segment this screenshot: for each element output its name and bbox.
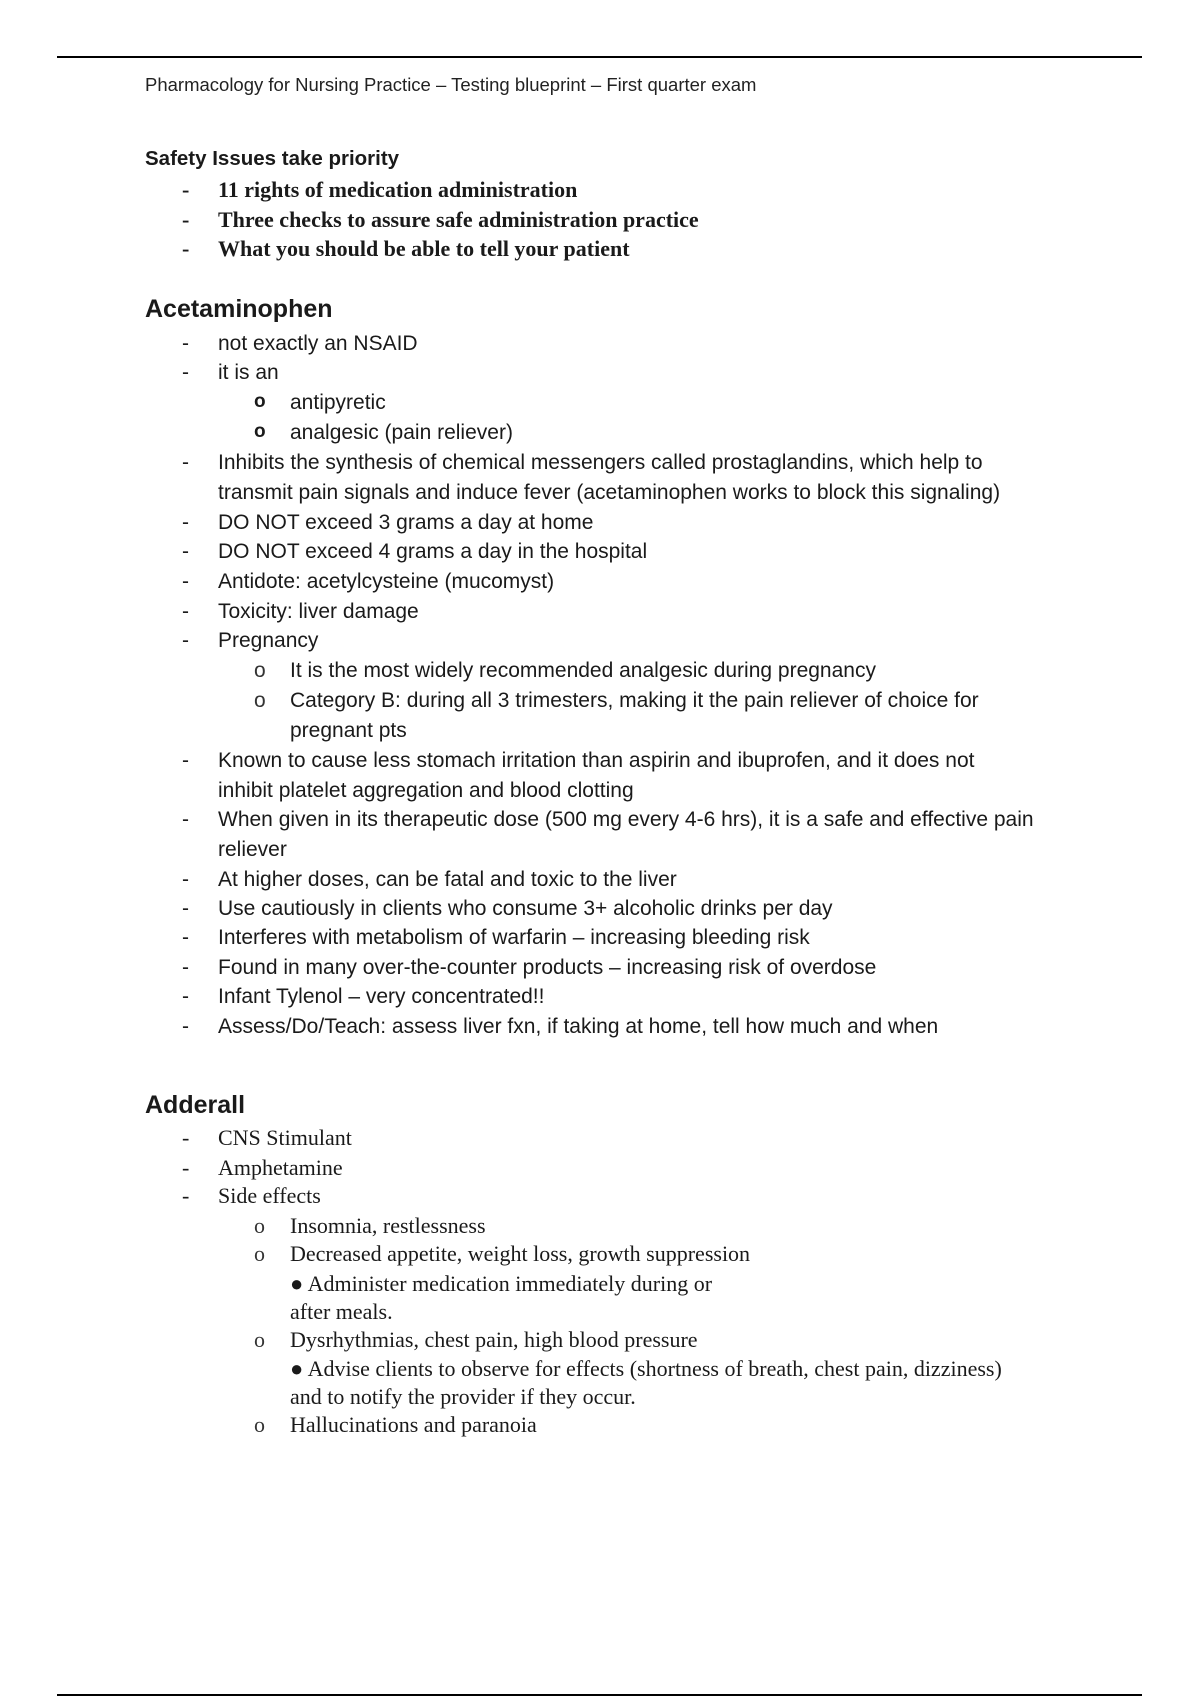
- circle-bullet-icon: o: [254, 1327, 265, 1352]
- list-item-text: Side effects: [218, 1183, 321, 1208]
- list-item-text: Pregnancy: [218, 629, 319, 652]
- list-item-text: Dysrhythmias, chest pain, high blood pressure: [290, 1327, 698, 1352]
- list-item-text: Use cautiously in clients who consume 3+ alcoholic drinks per day: [218, 897, 833, 920]
- dash-bullet: -: [182, 926, 189, 949]
- bottom-rule: [57, 1694, 1142, 1696]
- list-item-text: it is an: [218, 361, 279, 384]
- dash-bullet: -: [182, 1125, 190, 1150]
- list-item-text: Category B: during all 3 trimesters, making it the pain reliever of choice for: [290, 689, 979, 712]
- list-item-text: after meals.: [290, 1299, 393, 1324]
- dash-bullet: -: [182, 511, 189, 534]
- list-item-text: Hallucinations and paranoia: [290, 1412, 537, 1437]
- adderall-heading: Adderall: [145, 1091, 246, 1119]
- list-item-text: At higher doses, can be fatal and toxic to the liver: [218, 868, 677, 891]
- dash-bullet: -: [182, 629, 189, 652]
- dash-bullet: -: [182, 207, 190, 232]
- list-item-text: not exactly an NSAID: [218, 332, 418, 355]
- dash-bullet: -: [182, 451, 189, 474]
- circle-bullet-icon: o: [254, 1241, 265, 1266]
- list-item-text: Insomnia, restlessness: [290, 1213, 486, 1238]
- dash-bullet: -: [182, 600, 189, 623]
- list-item-text: When given in its therapeutic dose (500 mg every 4-6 hrs), it is a safe and effective pain: [218, 808, 1034, 831]
- list-item-text: transmit pain signals and induce fever (acetaminophen works to block this signaling): [218, 481, 1001, 504]
- dash-bullet: -: [182, 570, 189, 593]
- list-item-text: DO NOT exceed 4 grams a day in the hospital: [218, 540, 648, 563]
- list-item-text: DO NOT exceed 3 grams a day at home: [218, 511, 594, 534]
- list-item-text: analgesic (pain reliever): [290, 421, 513, 444]
- dash-bullet: -: [182, 808, 189, 831]
- circle-bullet-icon: o: [254, 391, 266, 412]
- list-item-text: What you should be able to tell your patient: [218, 236, 630, 261]
- dash-bullet: -: [182, 868, 189, 891]
- list-item-text: and to notify the provider if they occur.: [290, 1384, 636, 1409]
- list-item-text: inhibit platelet aggregation and blood clotting: [218, 779, 634, 802]
- list-item-text: Found in many over-the-counter products – increasing risk of overdose: [218, 956, 877, 979]
- top-rule: [57, 56, 1142, 58]
- list-item-text: 11 rights of medication administration: [218, 177, 578, 202]
- list-item-text: CNS Stimulant: [218, 1125, 352, 1150]
- circle-bullet-icon: o: [254, 1213, 265, 1238]
- dash-bullet: -: [182, 985, 189, 1008]
- acetaminophen-heading: Acetaminophen: [145, 295, 333, 323]
- dash-bullet: -: [182, 177, 190, 202]
- dash-bullet: -: [182, 540, 189, 563]
- list-item-text: Infant Tylenol – very concentrated!!: [218, 985, 545, 1008]
- list-item-text: Inhibits the synthesis of chemical messengers called prostaglandins, which help to: [218, 451, 983, 474]
- list-item-text: Decreased appetite, weight loss, growth suppression: [290, 1241, 751, 1266]
- list-item-text: antipyretic: [290, 391, 386, 414]
- list-item-text: pregnant pts: [290, 719, 407, 742]
- dash-bullet: -: [182, 361, 189, 384]
- dash-bullet: -: [182, 332, 189, 355]
- circle-bullet-icon: o: [254, 1412, 265, 1437]
- dash-bullet: -: [182, 749, 189, 772]
- circle-bullet-icon: o: [254, 659, 266, 682]
- list-item-text: Assess/Do/Teach: assess liver fxn, if taking at home, tell how much and when: [218, 1015, 939, 1038]
- list-item-text: Known to cause less stomach irritation than aspirin and ibuprofen, and it does not: [218, 749, 975, 772]
- safety-heading: Safety Issues take priority: [145, 147, 400, 170]
- list-item-text: It is the most widely recommended analgesic during pregnancy: [290, 659, 876, 682]
- dash-bullet: -: [182, 236, 190, 261]
- list-item-text: Three checks to assure safe administration practice: [218, 207, 699, 232]
- circle-bullet-icon: o: [254, 421, 266, 442]
- circle-bullet-icon: o: [254, 689, 266, 712]
- dash-bullet: -: [182, 956, 189, 979]
- list-item-text: Amphetamine: [218, 1155, 343, 1180]
- list-item-text: Antidote: acetylcysteine (mucomyst): [218, 570, 555, 593]
- list-item-text: Toxicity: liver damage: [218, 600, 419, 623]
- dash-bullet: -: [182, 1015, 189, 1038]
- list-item-text: ● Advise clients to observe for effects (shortness of breath, chest pain, dizziness): [290, 1356, 1002, 1381]
- dash-bullet: -: [182, 1155, 190, 1180]
- list-item-text: Interferes with metabolism of warfarin – increasing bleeding risk: [218, 926, 810, 949]
- page-header: Pharmacology for Nursing Practice – Testing blueprint – First quarter exam: [145, 74, 757, 95]
- list-item-text: reliever: [218, 838, 287, 861]
- dash-bullet: -: [182, 1183, 190, 1208]
- dash-bullet: -: [182, 897, 189, 920]
- list-item-text: ● Administer medication immediately during or: [290, 1271, 713, 1296]
